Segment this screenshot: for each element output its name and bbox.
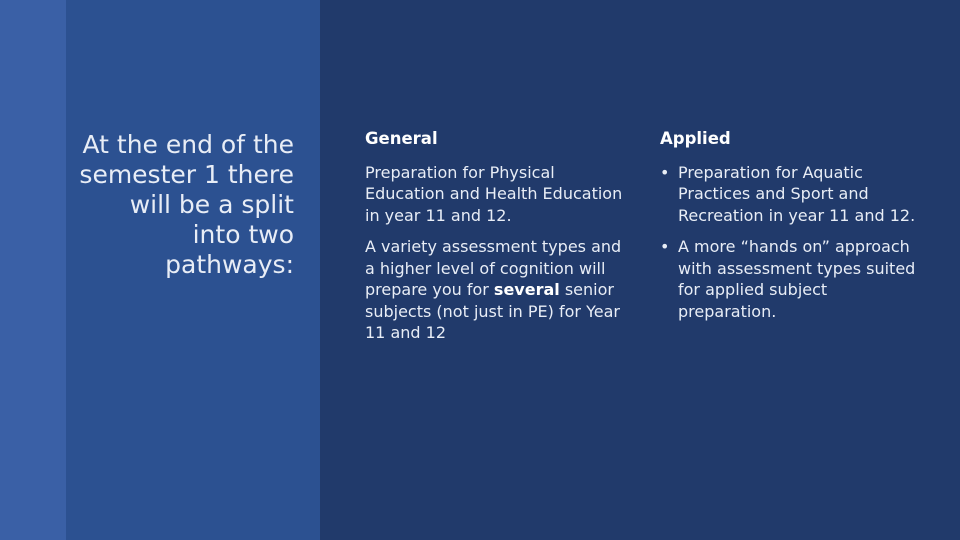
general-paragraph-2-start: A variety assessment types and a higher level of cognition will prepare you for	[365, 237, 622, 299]
applied-heading: Applied	[660, 129, 731, 148]
bullet-icon: •	[660, 162, 670, 182]
general-paragraph-2-end: senior subjects (not just in PE) for Year 11 and 12	[365, 280, 620, 342]
accent-strip	[0, 0, 66, 540]
bullet-icon: •	[660, 237, 670, 256]
applied-column	[660, 128, 930, 332]
applied-bullet-item	[660, 162, 930, 227]
applied-bullet-list	[660, 162, 930, 323]
applied-bullet-text: Preparation for Aquatic Practices and Sport and Recreation in year 11 and 12.	[678, 162, 916, 225]
slide-title: At the end of the semester 1 there will be a split into two pathways:	[79, 130, 294, 279]
general-heading: General	[365, 129, 438, 148]
applied-bullet-text: A more “hands on” approach with assessment types suited for applied subject preparation.	[678, 237, 916, 321]
left-panel	[66, 0, 320, 540]
general-column	[365, 128, 627, 354]
general-paragraph-2	[365, 236, 627, 344]
general-paragraph-1: Preparation for Physical Education and Health Education in year 11 and 12.	[365, 162, 623, 225]
applied-bullet-item	[660, 236, 930, 322]
general-paragraph-2-emphasis: several	[493, 280, 560, 299]
